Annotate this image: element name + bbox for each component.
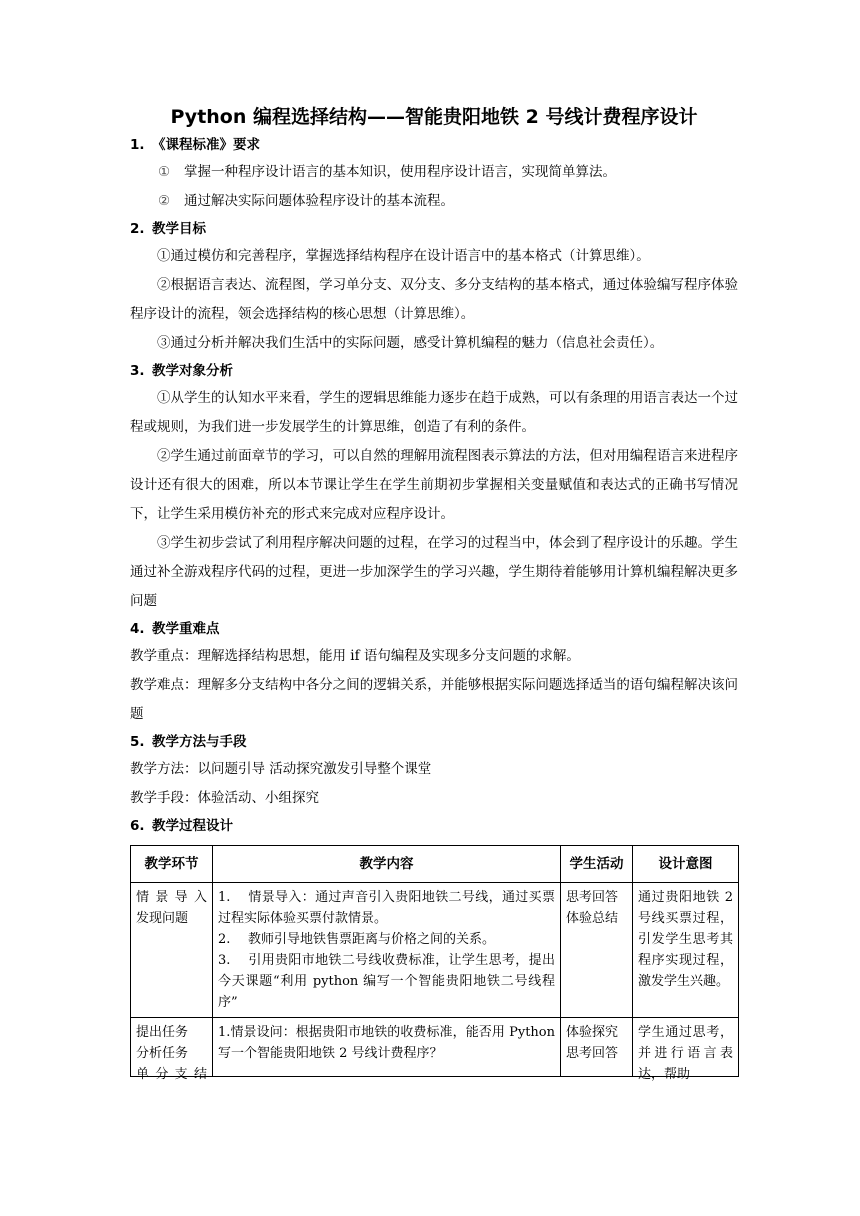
- stage-clip: [136, 1022, 207, 1082]
- section-number: 4.: [130, 621, 145, 637]
- document-title: Python 编程选择结构——智能贵阳地铁 2 号线计费程序设计: [170, 106, 698, 128]
- item-number: 3.: [218, 953, 231, 968]
- stage-cell: [131, 1018, 213, 1082]
- content-item: 1.情景设问：根据贵阳市地铁的收费标准，能否用 Python 写一个智能贵阳地铁 2 号线计费程序？: [218, 1025, 555, 1061]
- item-text: 引用贵阳市地铁二号线收费标准，让学生思考，提出今天课题“利用 python 编写一个智能贵阳地铁二号线程序”: [218, 953, 555, 1010]
- key-point-paragraph: 教学重点：理解选择结构思想，能用 if 语句编程及实现多分支问题的求解。: [130, 648, 580, 664]
- section-title: 教学方法与手段: [152, 734, 247, 750]
- column-header: 教学环节: [131, 846, 213, 883]
- method-paragraph: 教学方法：以问题引导 活动探究激发引导整个课堂: [130, 761, 432, 777]
- activity-line: 思考回答: [566, 1046, 619, 1061]
- activity-line: 思考回答: [566, 890, 619, 905]
- activity-line: 体验探究: [566, 1025, 619, 1040]
- section-title: 《课程标准》要求: [152, 137, 260, 153]
- intent-cell: 通过贵阳地铁 2 号线买票过程，引发学生思考其程序实现过程，激发学生兴趣。: [633, 883, 739, 1018]
- section-number: 6.: [130, 818, 145, 834]
- activity-clip: [566, 1022, 627, 1072]
- stage-line: 发现问题: [136, 911, 189, 926]
- stage-line: 分析任务: [136, 1046, 189, 1061]
- section-4-heading: [130, 616, 738, 642]
- section-number: 5.: [130, 734, 145, 750]
- standard-item: [130, 158, 738, 187]
- activity-cell: [561, 883, 633, 1018]
- section-title: 教学对象分析: [152, 363, 233, 379]
- stage-line: 提出任务: [136, 1025, 189, 1040]
- section-title: 教学目标: [152, 221, 206, 237]
- item-text: 教师引导地铁售票距离与价格之间的关系。: [248, 932, 496, 947]
- column-header: 设计意图: [633, 846, 739, 883]
- section-3-heading: [130, 358, 738, 384]
- item-marker: ①: [158, 164, 171, 180]
- goal-paragraph: ③通过分析并解决我们生活中的实际问题，感受计算机编程的魅力（信息社会责任）。: [157, 335, 664, 351]
- process-table: [130, 845, 739, 1082]
- analysis-paragraph: ①从学生的认知水平来看，学生的逻辑思维能力逐步在趋于成熟，可以有条理的用语言表达一个过程或规则，为我们进一步发展学生的计算思维，创造了有利的条件。: [130, 390, 738, 435]
- section-6-heading: [130, 813, 738, 839]
- item-number: 2.: [218, 932, 231, 947]
- item-text: 通过解决实际问题体验程序设计的基本流程。: [184, 193, 454, 209]
- stage-line: 单分支结: [136, 1067, 207, 1082]
- means-paragraph: 教学手段：体验活动、小组探究: [130, 790, 319, 806]
- section-5-heading: [130, 729, 738, 755]
- section-title: 教学重难点: [152, 621, 220, 637]
- content-cell: [213, 883, 561, 1018]
- content-clip: [218, 1022, 555, 1072]
- content-item: [218, 929, 555, 950]
- stage-cell: [131, 883, 213, 1018]
- standard-item: [130, 187, 738, 216]
- column-header: 学生活动: [561, 846, 633, 883]
- intent-cell: [633, 1018, 739, 1082]
- section-number: 3.: [130, 363, 145, 379]
- goal-paragraph: ②根据语言表达、流程图，学习单分支、双分支、多分支结构的基本格式，通过体验编写程序体验程序设计的流程，领会选择结构的核心思想（计算思维）。: [130, 277, 738, 322]
- item-text: 情景导入：通过声音引入贵阳地铁二号线，通过买票过程实际体验买票付款情景。: [218, 890, 555, 926]
- column-header: 教学内容: [213, 846, 561, 883]
- section-number: 1.: [130, 137, 145, 153]
- content-item: [218, 950, 555, 1013]
- analysis-paragraph: ②学生通过前面章节的学习，可以自然的理解用流程图表示算法的方法，但对用编程语言来进程序设计还有很大的困难，所以本节课让学生在学生前期初步掌握相关变量赋值和表达式的正确书写情况下，让学生采用模仿补充的形式来完成对应程序设计。: [130, 448, 738, 522]
- table-row: [131, 1018, 739, 1077]
- analysis-paragraph: ③学生初步尝试了利用程序解决问题的过程，在学习的过程当中，体会到了程序设计的乐趣。学生通过补全游戏程序代码的过程，更进一步加深学生的学习兴趣，学生期待着能够用计算机编程解决更多问题: [130, 535, 738, 609]
- activity-line: 体验总结: [566, 911, 619, 926]
- section-2-heading: [130, 216, 738, 242]
- content-cell: [213, 1018, 561, 1077]
- intent-clip: 学生通过思考，并进行语言表达，帮助: [638, 1025, 733, 1082]
- document-page: [130, 102, 738, 1082]
- table-row: [131, 883, 739, 1018]
- section-1-heading: [130, 132, 738, 158]
- item-text: 掌握一种程序设计语言的基本知识，使用程序设计语言，实现简单算法。: [184, 164, 616, 180]
- section-title: 教学过程设计: [152, 818, 233, 834]
- difficulty-paragraph: 教学难点：理解多分支结构中各分之间的逻辑关系，并能够根据实际问题选择适当的语句编程解决该问题: [130, 677, 738, 722]
- item-marker: ②: [158, 193, 171, 209]
- content-item: [218, 887, 555, 929]
- activity-cell: [561, 1018, 633, 1077]
- goal-paragraph: ①通过模仿和完善程序，掌握选择结构程序在设计语言中的基本格式（计算思维）。: [157, 248, 650, 264]
- item-number: 1.: [218, 890, 231, 905]
- section-number: 2.: [130, 221, 145, 237]
- table-header-row: [131, 846, 739, 883]
- stage-line: 情景导入: [136, 890, 207, 905]
